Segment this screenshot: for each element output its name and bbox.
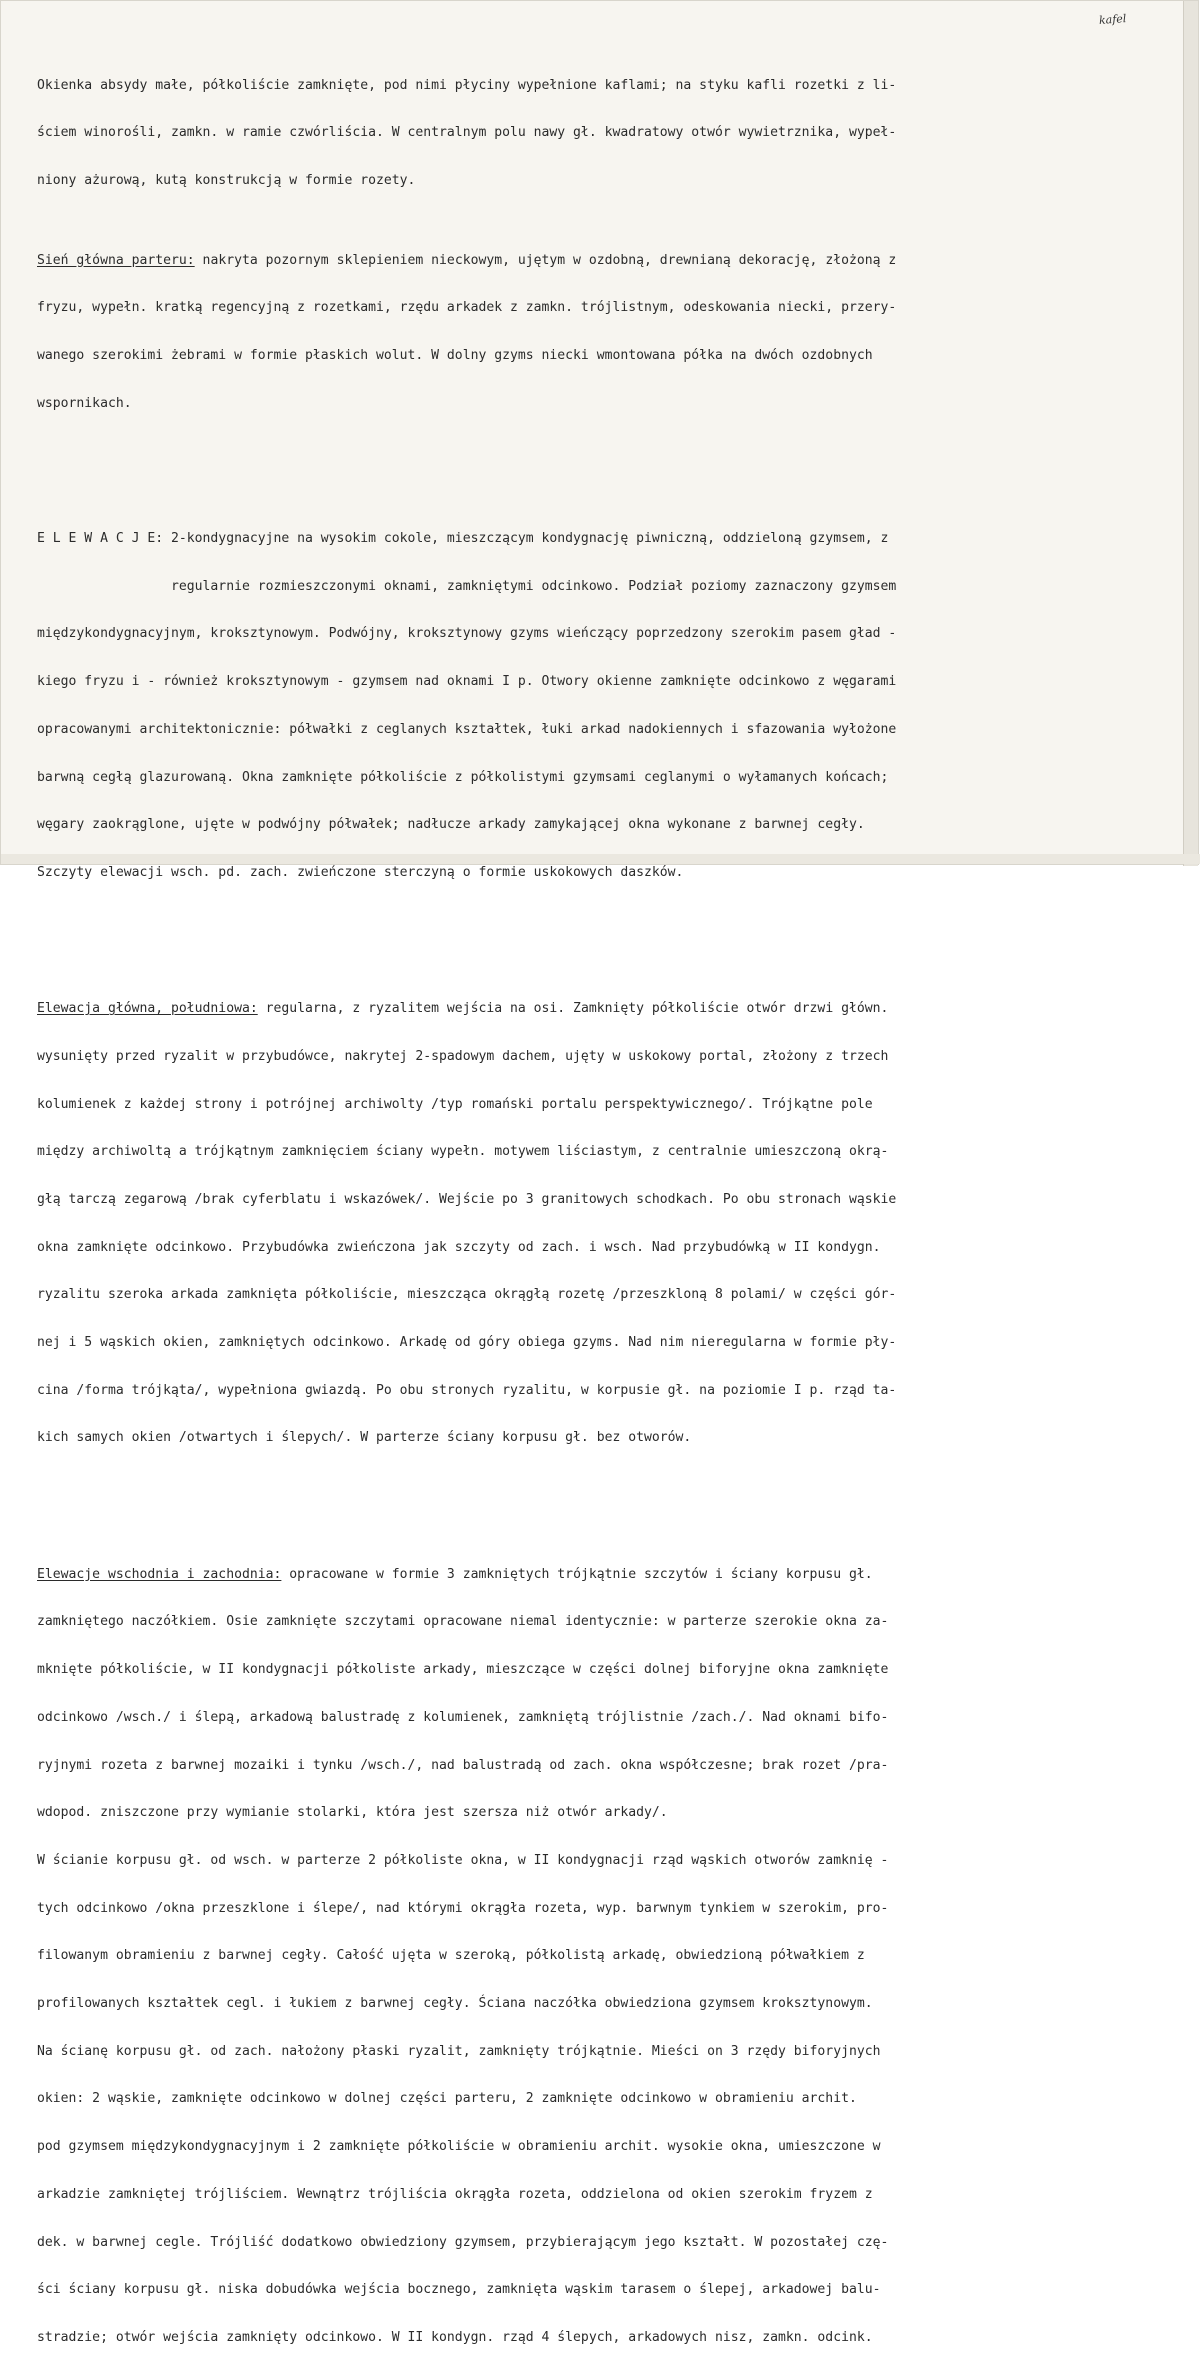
section-first-line [37,1001,1161,1017]
text-line: nej i 5 wąskich okien, zamkniętych odcinkowo. Arkadę od góry obiega gzyms. Nad nim nieregularna w formie pły- [37,1335,897,1351]
paragraph-gap [37,1494,1161,1503]
section-first-line [37,1567,1161,1583]
text-line: między archiwoltą a trójkątnym zamknięciem ściany wypełn. motywem liściastym, z centralnie umieszczoną okrą- [37,1144,889,1160]
text-line: głą tarczą zegarową /brak cyferblatu i wskazówek/. Wejście po 3 granitowych schodkach. Po obu stronach wąskie [37,1191,897,1207]
text-line: E L E W A C J E: 2-kondygnacyjne na wysokim cokole, mieszczącym kondygnację piwniczną, oddzieloną gzymsem, z [37,530,889,546]
text-line: okna zamknięte odcinkowo. Przybudówka zwieńczona jak szczyty od zach. i wsch. Nad przybudówką w II kondygn. [37,1239,881,1255]
text-line: wysunięty przed ryzalit w przybudówce, nakrytej 2-spadowym dachem, ujęty w uskokowy portal, złożony z trzech [37,1048,889,1064]
paragraph-gap [37,929,1161,938]
text-line: regularnie rozmieszczonymi oknami, zamkniętymi odcinkowo. Podział poziomy zaznaczony gzymsem [37,578,897,594]
text-line: W ścianie korpusu gł. od wsch. w parterze 2 półkoliste okna, w II kondygnacji rząd wąskich otworów zamknię - [37,1852,889,1868]
text-line: Na ścianę korpusu gł. od zach. nałożony płaski ryzalit, zamknięty trójkątnie. Mieści on 3 rzędy biforyjnych [37,2043,881,2059]
scan-edge-right [1183,1,1198,866]
section-heading: Elewacja główna, południowa: [37,1001,258,1017]
text-line: fryzu, wypełn. kratką regencyjną z rozetkami, rzędu arkadek z zamkn. trójlistnym, odeskowania niecki, przery- [37,300,897,316]
text-line: arkadzie zamkniętej trójliściem. Wewnątrz trójliścia okrągła rozeta, oddzielona od okien szerokim fryzem z [37,2186,873,2202]
section-heading: Elewacje wschodnia i zachodnia: [37,1566,282,1582]
text-line: mknięte półkoliście, w II kondygnacji półkoliste arkady, mieszczące w części dolnej biforyjne okna zamknięte [37,1662,889,1678]
text-line: opracowanymi architektonicznie: półwałki z ceglanych kształtek, łuki arkad nadokiennych i sfazowania wyłożone [37,721,897,737]
text-line: ryjnymi rozeta z barwnej mozaiki i tynku /wsch./, nad balustradą od zach. okna współczesne; brak rozet /pra- [37,1757,889,1773]
text-line: Okienka absydy małe, półkoliście zamknięte, pod nimi płyciny wypełnione kaflami; na styku kafli rozetki z li- [37,77,897,93]
text-line: okien: 2 wąskie, zamknięte odcinkowo w dolnej części parteru, 2 zamknięte odcinkowo w obramieniu archit. [37,2091,857,2107]
text-line: tych odcinkowo /okna przeszklone i ślepe/, nad którymi okrągła rozeta, wyp. barwnym tynkiem w szerokim, pro- [37,1900,889,1916]
text-line: wanego szerokimi żebrami w formie płaskich wolut. W dolny gzyms niecki wmontowana półka na dwóch ozdobnych [37,348,873,364]
section-first-line [37,253,1161,269]
handwritten-annotation: kafel [1098,12,1127,27]
text-line: stradzie; otwór wejścia zamknięty odcinkowo. W II kondygn. rząd 4 ślepych, arkadowych nisz, zamkn. odcink. [37,2329,873,2345]
paragraph-gap [37,459,1161,467]
text-line: kolumienek z każdej strony i potrójnej archiwolty /typ romański portalu perspektywicznego/. Trójkątne pole [37,1096,873,1112]
text-line: kich samych okien /otwartych i ślepych/. W parterze ściany korpusu gł. bez otworów. [37,1430,692,1446]
text-line: filowanym obramieniu z barwnej cegły. Całość ujęta w szeroką, półkolistą arkadę, obwiedzioną półwałkiem z [37,1948,865,1964]
text-line: cina /forma trójkąta/, wypełniona gwiazdą. Po obu stronych ryzalitu, w korpusie gł. na poziomie I p. rząd ta- [37,1382,897,1398]
text-line: ściem winorośli, zamkn. w ramie czwórliścia. W centralnym polu nawy gł. kwadratowy otwór wywietrznika, wypeł- [37,125,897,141]
text-line: wspornikach. [37,395,132,411]
text-line: niony ażurową, kutą konstrukcją w formie rozety. [37,173,416,189]
section-heading: Sień główna parteru: [37,252,195,268]
section-text: regularna, z ryzalitem wejścia na osi. Zamknięty półkoliście otwór drzwi główn. [257,1001,889,1017]
section-text: nakryta pozornym sklepieniem nieckowym, ujętym w ozdobną, drewnianą dekorację, złożoną z [194,252,897,268]
text-line: międzykondygnacyjnym, kroksztynowym. Podwójny, kroksztynowy gzyms wieńczący poprzedzony szerokim pasem gład - [37,626,897,642]
text-line: Szczyty elewacji wsch. pd. zach. zwieńczone sterczyną o formie uskokowych daszków. [37,864,684,880]
text-line: węgary zaokrąglone, ujęte w podwójny półwałek; nadłucze arkady zamykającej okna wykonane z barwnej cegły. [37,817,865,833]
text-line: profilowanych kształtek cegl. i łukiem z barwnej cegły. Ściana naczółka obwiedziona gzymsem kroksztynowym. [37,1996,873,2012]
text-line: dek. w barwnej cegle. Trójliść dodatkowo obwiedziony gzymsem, przybierającym jego kształt. W pozostałej czę- [37,2234,889,2250]
text-line: zamkniętego naczółkiem. Osie zamknięte szczytami opracowane niemal identycznie: w parterze szerokie okna za- [37,1614,889,1630]
text-line: wdopod. zniszczone przy wymianie stolarki, która jest szersza niż otwór arkady/. [37,1805,668,1821]
text-line: kiego fryzu i - również kroksztynowym - gzymsem nad oknami I p. Otwory okienne zamknięte odcinkowo z węgarami [37,674,897,690]
document-text [37,30,1161,2378]
text-line: barwną cegłą glazurowaną. Okna zamknięte półkoliście z półkolistymi gzymsami ceglanymi o wyłamanych końcach; [37,769,889,785]
text-line: pod gzymsem międzykondygnacyjnym i 2 zamknięte półkoliście w obramieniu archit. wysokie okna, umieszczone w [37,2139,881,2155]
text-line: ści ściany korpusu gł. niska dobudówka wejścia bocznego, zamknięta wąskim tarasem o ślepej, arkadowej balu- [37,2282,881,2298]
text-line: odcinkowo /wsch./ i ślepą, arkadową balustradę z kolumienek, zamkniętą trójlistnie /zach./. Nad oknami bifo- [37,1709,889,1725]
section-text: opracowane w formie 3 zamkniętych trójkątnie szczytów i ściany korpusu gł. [281,1566,873,1582]
text-line: ryzalitu szeroka arkada zamknięta półkoliście, mieszcząca okrągłą rozetę /przeszkloną 8 polami/ w części gór- [37,1287,897,1303]
